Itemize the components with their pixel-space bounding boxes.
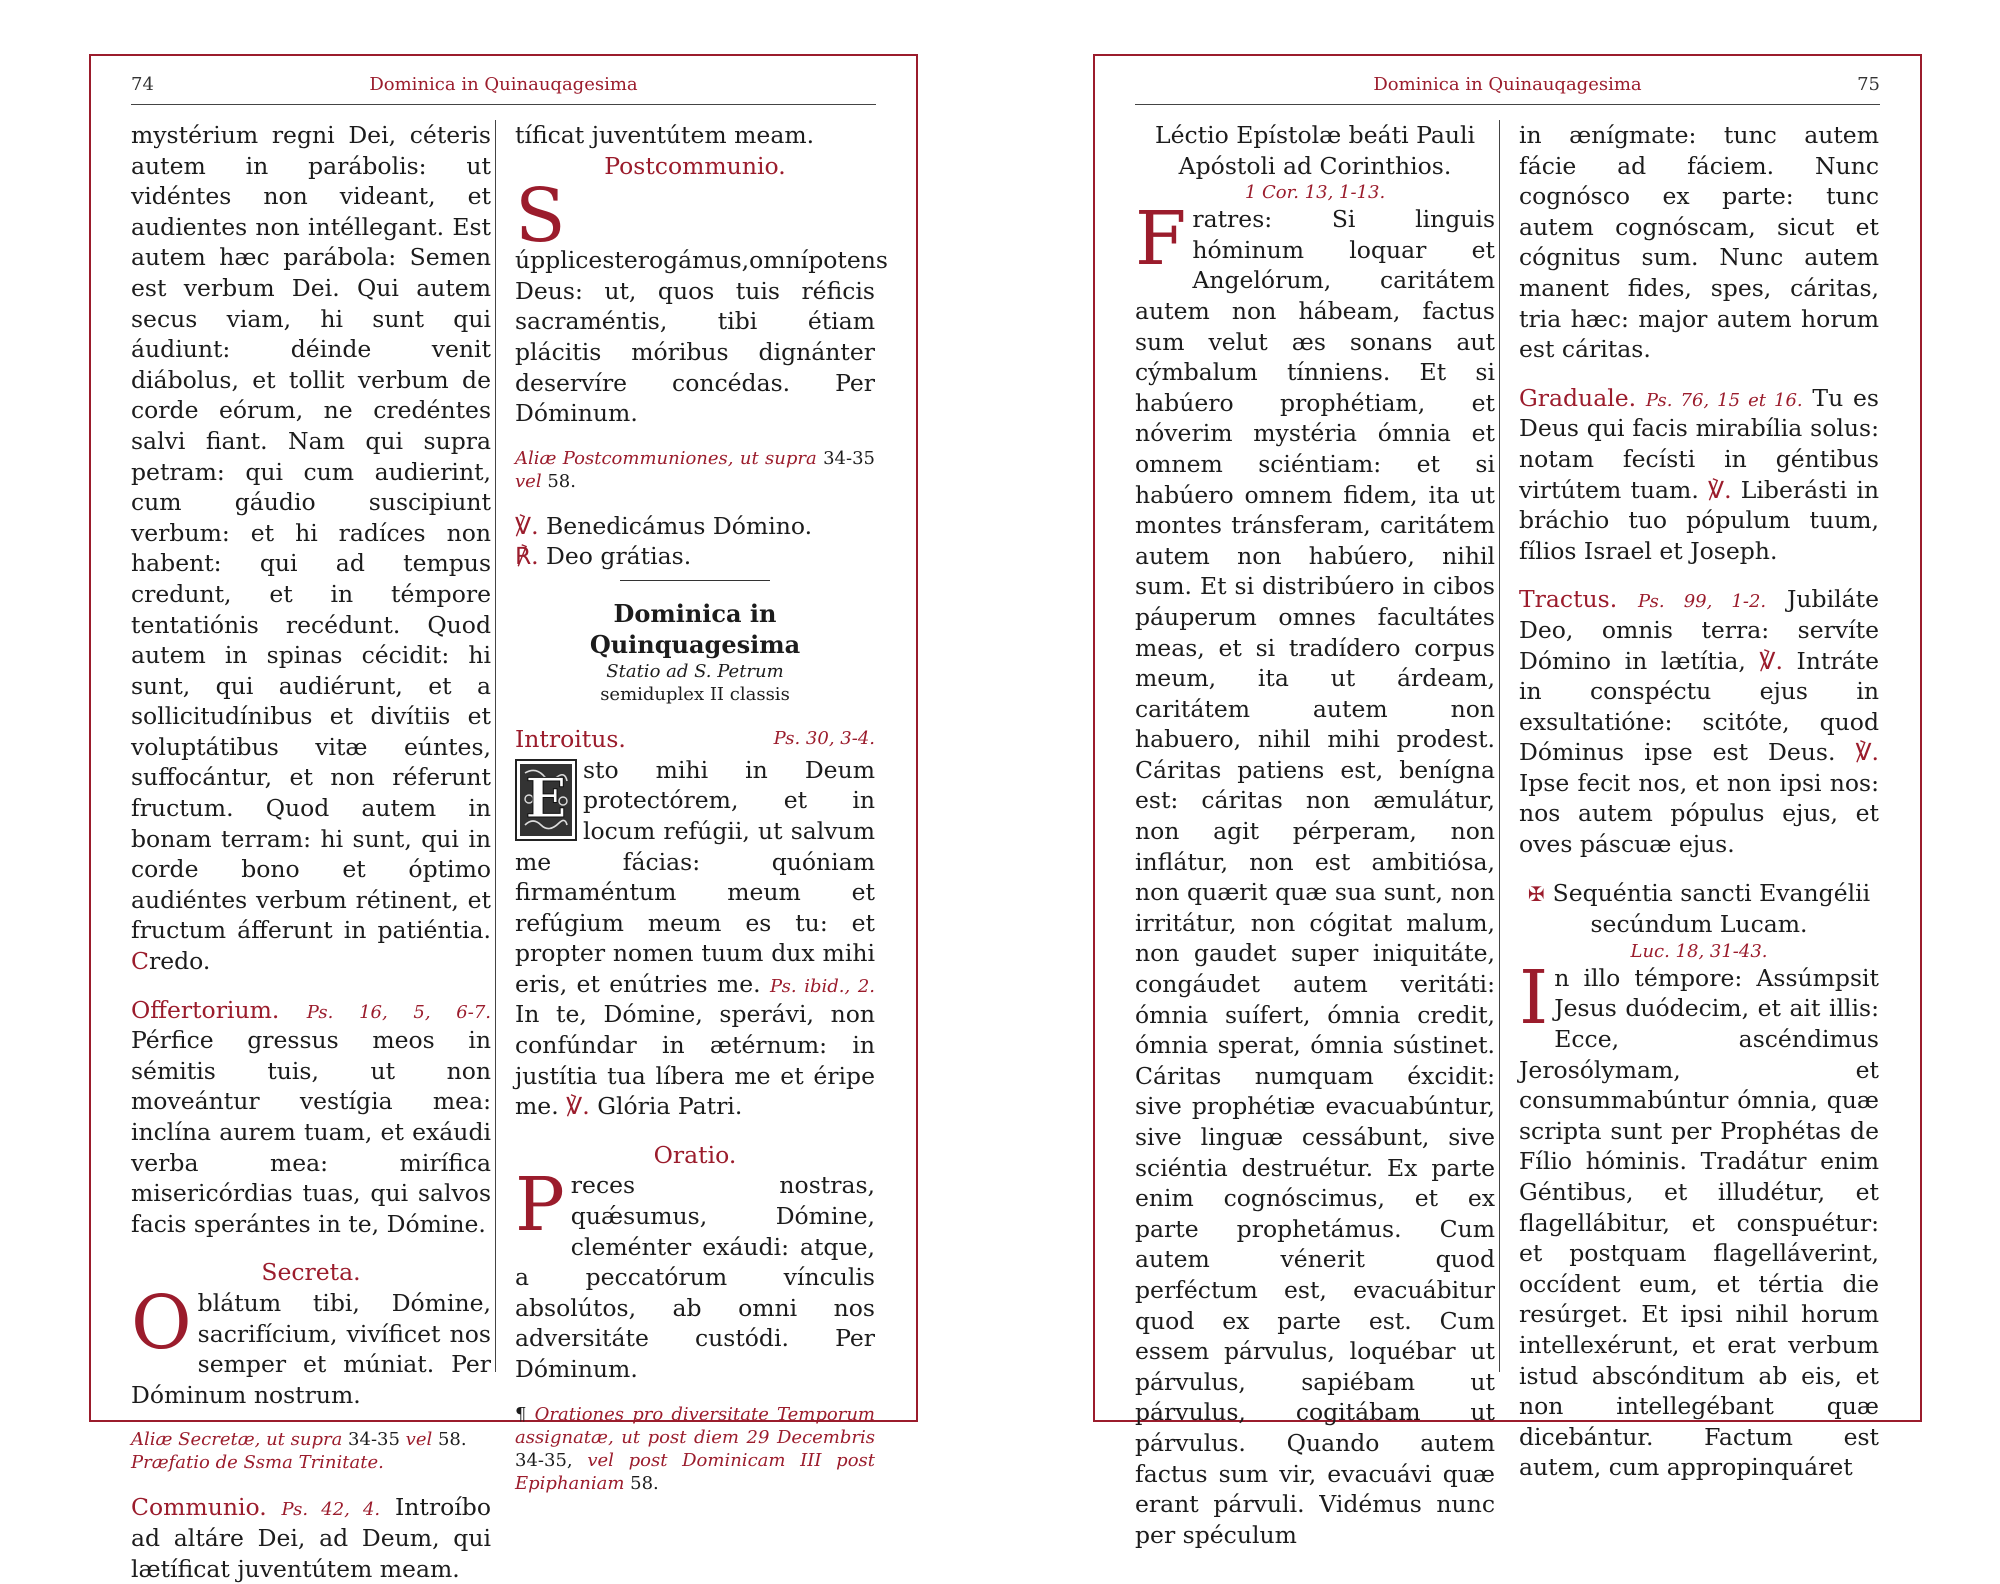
evangelium-title: ✠ Sequéntia sancti Evangélii secúndum Lucam. bbox=[1527, 878, 1871, 939]
drop-cap: O bbox=[131, 1279, 192, 1366]
secreta-note: Aliæ Secretæ, ut supra 34-35 vel 58. Præfatio de Ssma Trinitate. bbox=[131, 1429, 467, 1474]
evangelium-text: In illo témpore: Assúmpsit Jesus duódecim, et ait illis: Ecce, ascéndimus Jerosólymam, et consummabúntur ómnia, quæ scripta sunt per Prophétas de Fílio hóminis. Tradátur enim Géntibus, et illudétur, et flagellábitur, et conspuétur: et postquam flagelláverint, occídent eum, et tértia die resúrget. Et ipsi nihil horum intellexérunt, et erat verbum istud abscónditum ab eis, et non intellegébant quæ dicebántur. Factum est autem, cum appropinquáret bbox=[1519, 954, 1879, 1482]
lectio-reference: 1 Cor. 13, 1-13. bbox=[1244, 182, 1386, 204]
section-title: Dominica in Quinquagesima bbox=[589, 598, 801, 659]
drop-cap: I bbox=[1519, 954, 1549, 1041]
left-page bbox=[89, 54, 918, 1583]
response: ℟. Deo grátias. bbox=[515, 542, 692, 571]
running-title: Dominica in Quinauqagesima bbox=[369, 74, 638, 95]
drop-cap: S bbox=[515, 173, 566, 260]
orationes-note: ¶ Orationes pro diversitate Temporum assignatæ, ut post diem 29 Decembris 34-35, vel post Dominicam III post Epiphaniam 58. bbox=[515, 1403, 875, 1494]
column-divider bbox=[495, 120, 496, 1372]
initial-letter: E bbox=[525, 765, 567, 830]
secreta-heading: Secreta. bbox=[261, 1258, 361, 1287]
introitus-text: E sto mihi in Deum protectórem, et in locum refúgii, ut salvum me fácias: quóniam firmaméntum meum et refúgium meum es tu: et propter nomen tuum dux mihi eris, et enútries me. Ps. ibid., 2. In te, Dómine, sperávi, non confúndar in ætérnum: in justítia tua líbera me et éripe me. ℣. Glória Patri. bbox=[515, 755, 875, 1121]
decorated-initial bbox=[515, 759, 577, 841]
oratio-text: Preces nostras, quǽsumus, Dómine, cleménter exáudi: atque, a peccatórum vínculis absolútos, ab omni nos adversitáte custódi. Per Dóminum. bbox=[515, 1162, 875, 1383]
oratio-heading: Oratio. bbox=[653, 1140, 737, 1169]
lectio-text: Fratres: Si linguis hóminum loquar et Angelórum, caritátem autem non hábeam, factus sum velut æs sonans aut cýmbalum tínniens. Et si habúero prophétiam, et nóverim mystéria ómnia et omnem sciéntiam: et si habúero omnem fidem, ita ut montes tránsferam, caritátem autem non habúero, nihil sum. Et si distribúero in cibos páuperum omnes facultátes meas, et si tradídero corpus meum, ita ut árdeam, caritátem autem non habuero, nihil mihi prodest. Cáritas patiens est, benígna est: cáritas non æmulátur, non agit pérperam, non inflátur, non est ambitiósa, non quærit quæ sua sunt, non irritátur, non cógitat malum, non gaudet super iniquitáte, congáudet autem veritáti: ómnia suífert, ómnia credit, ómnia sperat, ómnia sústinet. Cáritas numquam éxcidit: sive prophétiæ evacuabúntur, sive linguæ cessábunt, sive sciéntia destruétur. Ex parte enim cognóscimus, et ex parte prophetámus. Cum autem vénerit quod perféctum est, evacuábitur quod ex parte est. Cum essem párvulus, loquébar ut párvulus, sapiébam ut párvulus, cogitábam ut párvulus. Quando autem factus sum vir, evacuávi quæ erant párvuli. Vidémus nunc per spéculum bbox=[1135, 196, 1495, 1549]
lectio-continuation: in ænígmate: tunc autem fácie ad fáciem. Nunc cognósco ex parte: tunc autem cognóscam, sicut et cógnitus sum. Nunc autem manent fides, spes, cáritas, tria hæc: major autem horum est cáritas. bbox=[1519, 121, 1879, 364]
introitus-heading: Introitus. Ps. 30, 3-4. bbox=[515, 725, 875, 754]
graduale: Graduale. Ps. 76, 15 et 16. Tu es Deus qui facis mirabília solus: notam fecísti in géntibus virtútem tuam. ℣. Liberásti in bráchio tuo pópulum tuum, fílios Israel et Joseph. bbox=[1519, 383, 1879, 565]
postcommunio-heading: Postcommunio. bbox=[604, 151, 786, 180]
drop-cap: F bbox=[1135, 196, 1187, 283]
decorated-initial-graphic bbox=[515, 759, 577, 841]
statio: Statio ad S. Petrum bbox=[606, 661, 784, 683]
evangelium-reference: Luc. 18, 31-43. bbox=[1630, 940, 1768, 962]
page-number: 74 bbox=[131, 74, 154, 95]
drop-cap: P bbox=[515, 1162, 565, 1249]
classis: semiduplex II classis bbox=[600, 684, 790, 706]
column-divider bbox=[1499, 120, 1500, 1372]
right-page bbox=[1093, 54, 1922, 1549]
tractus-label: Tractus. bbox=[1519, 585, 1618, 614]
cross-icon: ✠ bbox=[1527, 881, 1545, 906]
left-column-2 bbox=[515, 120, 888, 1495]
gospel-continuation: mystérium regni Dei, céteris autem in parábolis: ut vidéntes non videant, et audientes non intéllegant. Est autem hæc parábola: Semen est verbum Dei. Qui autem secus viam, hi sunt qui áudiunt: déinde venit diábolus, et tollit verbum de corde eórum, ne credéntes salvi fiant. Nam qui supra petram: qui cum audierint, cum gáudio suscipiunt verbum: et hi radíces non habent: qui ad tempus credunt, et in témpore tentatiónis recédunt. Quod autem in spinas cécidit: hi sunt, qui audiérunt, et a sollicitudínibus et divítiis et voluptátibus vitæ eúntes, suffocántur, et non réferunt fructum. Quod autem in bonam terram: hi sunt, qui in corde bono et óptimo audiéntes verbum rétinent, et fructum áfferunt in patiéntia. Credo. bbox=[131, 121, 491, 976]
secreta-text: Oblátum tibi, Dómine, sacrifícium, vivíficet nos semper et múniat. Per Dóminum nostrum. bbox=[131, 1279, 491, 1409]
graduale-label: Graduale. bbox=[1519, 383, 1637, 412]
versicle: ℣. Benedicámus Dómino. bbox=[515, 511, 813, 540]
page-header bbox=[1135, 68, 1880, 105]
left-column-1 bbox=[131, 120, 491, 1584]
right-column-2 bbox=[1519, 120, 1879, 1483]
postcommunio-note: Aliæ Postcommuniones, ut supra 34-35 vel 58. bbox=[515, 447, 875, 492]
communio-continuation: tíficat juventútem meam. bbox=[515, 121, 815, 149]
response-symbol: ℟. bbox=[515, 542, 539, 571]
page-number: 75 bbox=[1857, 74, 1880, 95]
tractus: Tractus. Ps. 99, 1-2. Jubiláte Deo, omnis terra: servíte Dómino in lætítia, ℣. Intráte in conspéctu ejus in exsultatióne: scitóte, quod Dóminus ipse est Deus. ℣. Ipse fecit nos, et non ipsi nos: nos autem pópulus ejus, et oves páscuæ ejus. bbox=[1519, 585, 1879, 859]
section-rule bbox=[620, 580, 770, 581]
running-title: Dominica in Quinauqagesima bbox=[1373, 74, 1642, 95]
right-column-1 bbox=[1135, 120, 1495, 1550]
page-header bbox=[131, 68, 876, 105]
offertorium-label: Offertorium. bbox=[131, 995, 280, 1024]
communio: Communio. Ps. 42, 4. Introíbo ad altáre Dei, ad Deum, qui lætíficat juventútem meam. bbox=[131, 1493, 491, 1583]
lectio-title: Léctio Epístolæ beáti Pauli Apóstoli ad Corinthios. bbox=[1154, 121, 1475, 180]
communio-label: Communio. bbox=[131, 1493, 267, 1522]
postcommunio-text: S úpplicesterogámus,omnípotens Deus: ut, quos tuis réficis sacraméntis, tibi étiam plácitis móribus dignánter deservíre concédas. Per Dóminum. bbox=[515, 173, 888, 428]
offertorium: Offertorium. Ps. 16, 5, 6-7. Pérfice gressus meos in sémitis tuis, ut non moveántur vestígia mea: inclína aurem tuam, et exáudi verba mea: mirífica misericórdias tuas, qui salvos facis sperántes in te, Dómine. bbox=[131, 995, 491, 1238]
versicle-symbol: ℣. bbox=[515, 511, 539, 540]
